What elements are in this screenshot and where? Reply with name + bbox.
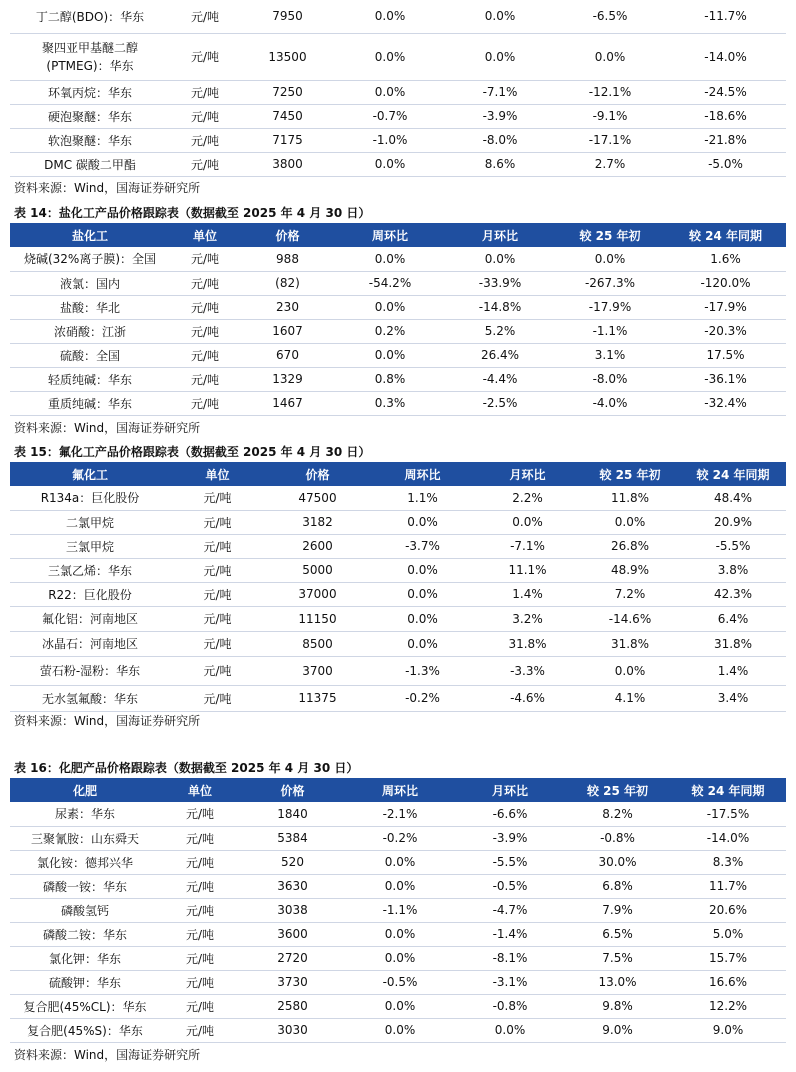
cell: -2.1% [345, 802, 455, 826]
cell: -8.0% [445, 128, 555, 152]
cell: -0.2% [345, 826, 455, 850]
table-row [10, 247, 786, 271]
table-row [10, 80, 786, 104]
cell: 15.7% [670, 946, 786, 970]
cell: 元/吨 [170, 606, 265, 631]
cell: 元/吨 [170, 295, 240, 319]
cell: -0.7% [335, 104, 445, 128]
table-row [10, 606, 786, 631]
cell: 元/吨 [170, 104, 240, 128]
cell: 元/吨 [160, 1018, 240, 1042]
cell: -0.8% [565, 826, 670, 850]
cell: 48.9% [580, 558, 680, 582]
cell: 元/吨 [170, 631, 265, 656]
table-13-continued [10, 0, 786, 177]
cell: 元/吨 [170, 271, 240, 295]
cell: -1.4% [455, 922, 565, 946]
cell: 0.0% [370, 582, 475, 606]
cell: 26.4% [445, 343, 555, 367]
cell: -17.9% [555, 295, 665, 319]
cell: 元/吨 [170, 343, 240, 367]
cell: R134a：巨化股份 [10, 486, 170, 510]
cell: 20.6% [670, 898, 786, 922]
cell: 元/吨 [160, 826, 240, 850]
cell: 元/吨 [160, 970, 240, 994]
col-header: 月环比 [445, 223, 555, 247]
table-row [10, 631, 786, 656]
col-header: 氟化工 [10, 462, 170, 486]
table-row [10, 367, 786, 391]
cell: 0.0% [370, 558, 475, 582]
cell: 0.0% [370, 510, 475, 534]
cell: 16.6% [670, 970, 786, 994]
table-row [10, 128, 786, 152]
table-row [10, 391, 786, 415]
cell: 磷酸氢钙 [10, 898, 160, 922]
cell: 硫酸：全国 [10, 343, 170, 367]
cell: 复合肥(45%S)：华东 [10, 1018, 160, 1042]
cell: 轻质纯碱：华东 [10, 367, 170, 391]
table-row [10, 994, 786, 1018]
cell: 0.0% [370, 631, 475, 656]
cell: 0.2% [335, 319, 445, 343]
table-15 [10, 462, 786, 712]
cell: 230 [240, 295, 335, 319]
cell: -33.9% [445, 271, 555, 295]
cell: 0.0% [445, 33, 555, 80]
cell: 37000 [265, 582, 370, 606]
table-row [10, 558, 786, 582]
cell: -4.6% [475, 685, 580, 711]
table-15-source: 资料来源：Wind，国海证券研究所 [14, 714, 201, 728]
cell: -14.6% [580, 606, 680, 631]
cell: 5.2% [445, 319, 555, 343]
cell: -3.7% [370, 534, 475, 558]
cell: 元/吨 [170, 685, 265, 711]
cell: 17.5% [665, 343, 786, 367]
cell: 元/吨 [170, 391, 240, 415]
cell: 氯化铵：德邦兴华 [10, 850, 160, 874]
cell: -32.4% [665, 391, 786, 415]
cell: -36.1% [665, 367, 786, 391]
table-row [10, 850, 786, 874]
cell: 11.1% [475, 558, 580, 582]
col-header: 周环比 [370, 462, 475, 486]
cell: 31.8% [580, 631, 680, 656]
cell: 元/吨 [170, 152, 240, 176]
cell: 1467 [240, 391, 335, 415]
cell: 5.0% [670, 922, 786, 946]
cell: -1.1% [555, 319, 665, 343]
cell: 5000 [265, 558, 370, 582]
col-header: 月环比 [475, 462, 580, 486]
table-row [10, 295, 786, 319]
cell: -120.0% [665, 271, 786, 295]
cell: 软泡聚醚：华东 [10, 128, 170, 152]
cell: 元/吨 [160, 850, 240, 874]
cell: -0.5% [345, 970, 455, 994]
cell: 三氯甲烷 [10, 534, 170, 558]
cell: -12.1% [555, 80, 665, 104]
cell: 冰晶石：河南地区 [10, 631, 170, 656]
cell: 7.2% [580, 582, 680, 606]
col-header: 较 25 年初 [555, 223, 665, 247]
table-row [10, 802, 786, 826]
cell: 0.0% [345, 1018, 455, 1042]
table-row [10, 0, 786, 33]
cell: -7.1% [475, 534, 580, 558]
cell: -5.0% [665, 152, 786, 176]
cell: 0.0% [335, 80, 445, 104]
cell: 0.0% [555, 33, 665, 80]
cell: 0.0% [370, 606, 475, 631]
col-header: 化肥 [10, 778, 160, 802]
cell: 氟化铝：河南地区 [10, 606, 170, 631]
cell: -9.1% [555, 104, 665, 128]
cell: 丁二醇(BDO)：华东 [10, 0, 170, 33]
cell: 元/吨 [160, 946, 240, 970]
cell: 元/吨 [170, 33, 240, 80]
cell: 浓硝酸：江浙 [10, 319, 170, 343]
cell: 9.0% [670, 1018, 786, 1042]
col-header: 月环比 [455, 778, 565, 802]
cell: 重质纯碱：华东 [10, 391, 170, 415]
cell: -1.1% [345, 898, 455, 922]
cell: 11.7% [670, 874, 786, 898]
col-header: 单位 [160, 778, 240, 802]
col-header: 周环比 [345, 778, 455, 802]
cell: 7175 [240, 128, 335, 152]
cell: -0.5% [455, 874, 565, 898]
cell: 元/吨 [170, 558, 265, 582]
cell: 尿素：华东 [10, 802, 160, 826]
cell: -4.4% [445, 367, 555, 391]
cell: 3.8% [680, 558, 786, 582]
cell: 聚四亚甲基醚二醇 (PTMEG)：华东 [10, 33, 170, 80]
cell: 萤石粉-湿粉：华东 [10, 656, 170, 685]
cell: 4.1% [580, 685, 680, 711]
cell: 3038 [240, 898, 345, 922]
cell: 3600 [240, 922, 345, 946]
cell: 氯化钾：华东 [10, 946, 160, 970]
table-header [10, 223, 786, 247]
table-header [10, 462, 786, 486]
cell: 7.9% [565, 898, 670, 922]
cell: 3182 [265, 510, 370, 534]
cell: 三氯乙烯：华东 [10, 558, 170, 582]
table-row [10, 486, 786, 510]
cell: 12.2% [670, 994, 786, 1018]
cell: 13.0% [565, 970, 670, 994]
cell: 元/吨 [170, 582, 265, 606]
cell: 6.4% [680, 606, 786, 631]
cell: 3700 [265, 656, 370, 685]
cell: -17.1% [555, 128, 665, 152]
cell: 520 [240, 850, 345, 874]
cell: 0.0% [445, 0, 555, 33]
cell: 元/吨 [170, 0, 240, 33]
cell: 8.3% [670, 850, 786, 874]
cell: 元/吨 [170, 80, 240, 104]
cell: 6.5% [565, 922, 670, 946]
table-15-title: 表 15：氟化工产品价格跟踪表（数据截至 2025 年 4 月 30 日） [14, 445, 371, 459]
cell: -17.5% [670, 802, 786, 826]
cell: -20.3% [665, 319, 786, 343]
col-header: 较 24 年同期 [665, 223, 786, 247]
cell: 3630 [240, 874, 345, 898]
cell: 1329 [240, 367, 335, 391]
cell: 3.2% [475, 606, 580, 631]
cell: 元/吨 [160, 874, 240, 898]
cell: 0.8% [335, 367, 445, 391]
cell: -7.1% [445, 80, 555, 104]
cell: 11.8% [580, 486, 680, 510]
cell: 48.4% [680, 486, 786, 510]
cell: -3.9% [455, 826, 565, 850]
col-header: 价格 [240, 778, 345, 802]
cell: -18.6% [665, 104, 786, 128]
col-header: 盐化工 [10, 223, 170, 247]
table-row [10, 319, 786, 343]
cell: 烧碱(32%离子膜)：全国 [10, 247, 170, 271]
col-header: 周环比 [335, 223, 445, 247]
cell: 2.2% [475, 486, 580, 510]
table-13-source: 资料来源：Wind，国海证券研究所 [14, 181, 201, 195]
cell: 2580 [240, 994, 345, 1018]
cell: -24.5% [665, 80, 786, 104]
cell: 元/吨 [170, 247, 240, 271]
cell: 0.0% [345, 850, 455, 874]
cell: 42.3% [680, 582, 786, 606]
cell: 1.6% [665, 247, 786, 271]
table-row [10, 656, 786, 685]
cell: 2720 [240, 946, 345, 970]
cell: R22：巨化股份 [10, 582, 170, 606]
cell: 元/吨 [170, 319, 240, 343]
cell: -6.6% [455, 802, 565, 826]
cell: 7950 [240, 0, 335, 33]
cell: 2.7% [555, 152, 665, 176]
cell: 0.0% [335, 33, 445, 80]
cell: 盐酸：华北 [10, 295, 170, 319]
cell: 元/吨 [170, 486, 265, 510]
table-row [10, 826, 786, 850]
cell: -0.8% [455, 994, 565, 1018]
cell: 液氯：国内 [10, 271, 170, 295]
cell: 3030 [240, 1018, 345, 1042]
cell: -17.9% [665, 295, 786, 319]
table-14 [10, 223, 786, 416]
table-16-source: 资料来源：Wind，国海证券研究所 [14, 1048, 201, 1062]
cell: 1.1% [370, 486, 475, 510]
cell: 元/吨 [160, 994, 240, 1018]
table-row [10, 1018, 786, 1042]
cell: -8.0% [555, 367, 665, 391]
cell: 二氯甲烷 [10, 510, 170, 534]
cell: 0.0% [580, 656, 680, 685]
cell: 9.8% [565, 994, 670, 1018]
table-row [10, 874, 786, 898]
cell: -4.7% [455, 898, 565, 922]
cell: -1.0% [335, 128, 445, 152]
table-row [10, 946, 786, 970]
cell: 元/吨 [170, 534, 265, 558]
cell: 0.0% [555, 247, 665, 271]
col-header: 较 25 年初 [565, 778, 670, 802]
cell: 3730 [240, 970, 345, 994]
col-header: 价格 [265, 462, 370, 486]
col-header: 较 24 年同期 [670, 778, 786, 802]
cell: 8.6% [445, 152, 555, 176]
cell: 670 [240, 343, 335, 367]
cell: 元/吨 [160, 898, 240, 922]
cell: 0.0% [335, 295, 445, 319]
cell: 20.9% [680, 510, 786, 534]
cell: 元/吨 [170, 656, 265, 685]
cell: 3800 [240, 152, 335, 176]
cell: -3.1% [455, 970, 565, 994]
cell: 磷酸二铵：华东 [10, 922, 160, 946]
cell: -2.5% [445, 391, 555, 415]
table-row [10, 33, 786, 80]
cell: 31.8% [680, 631, 786, 656]
col-header: 较 24 年同期 [680, 462, 786, 486]
col-header: 单位 [170, 462, 265, 486]
table-row [10, 922, 786, 946]
cell: -11.7% [665, 0, 786, 33]
cell: -1.3% [370, 656, 475, 685]
cell: -14.0% [665, 33, 786, 80]
cell: 2600 [265, 534, 370, 558]
cell: 7.5% [565, 946, 670, 970]
cell: 26.8% [580, 534, 680, 558]
cell: -3.9% [445, 104, 555, 128]
cell: 1.4% [680, 656, 786, 685]
cell: -0.2% [370, 685, 475, 711]
cell: 8500 [265, 631, 370, 656]
cell: -5.5% [680, 534, 786, 558]
cell: 硫酸钾：华东 [10, 970, 160, 994]
table-row [10, 510, 786, 534]
cell: 0.0% [580, 510, 680, 534]
cell: 元/吨 [170, 128, 240, 152]
cell: 0.0% [335, 247, 445, 271]
cell: 三聚氰胺：山东舜天 [10, 826, 160, 850]
table-row [10, 582, 786, 606]
cell: 环氧丙烷：华东 [10, 80, 170, 104]
table-14-source: 资料来源：Wind，国海证券研究所 [14, 421, 201, 435]
cell: -14.8% [445, 295, 555, 319]
table-row [10, 685, 786, 711]
cell: 无水氢氟酸：华东 [10, 685, 170, 711]
cell: 0.0% [445, 247, 555, 271]
cell: 5384 [240, 826, 345, 850]
table-16 [10, 778, 786, 1043]
cell: 30.0% [565, 850, 670, 874]
table-row [10, 898, 786, 922]
cell: 0.0% [335, 0, 445, 33]
cell: 0.3% [335, 391, 445, 415]
cell: 0.0% [475, 510, 580, 534]
cell: 7250 [240, 80, 335, 104]
cell: 1840 [240, 802, 345, 826]
cell: 磷酸一铵：华东 [10, 874, 160, 898]
cell: 元/吨 [160, 802, 240, 826]
cell: 0.0% [335, 343, 445, 367]
cell: -54.2% [335, 271, 445, 295]
col-header: 价格 [240, 223, 335, 247]
cell: 0.0% [345, 922, 455, 946]
cell: 31.8% [475, 631, 580, 656]
cell: 3.4% [680, 685, 786, 711]
table-row [10, 970, 786, 994]
cell: 3.1% [555, 343, 665, 367]
cell: 0.0% [345, 874, 455, 898]
cell: 47500 [265, 486, 370, 510]
cell: (82) [240, 271, 335, 295]
cell: 硬泡聚醚：华东 [10, 104, 170, 128]
cell: 7450 [240, 104, 335, 128]
cell: 6.8% [565, 874, 670, 898]
cell: 9.0% [565, 1018, 670, 1042]
cell: -21.8% [665, 128, 786, 152]
cell: 元/吨 [170, 510, 265, 534]
cell: 1607 [240, 319, 335, 343]
table-row [10, 343, 786, 367]
cell: 元/吨 [160, 922, 240, 946]
cell: DMC 碳酸二甲酯 [10, 152, 170, 176]
cell: -3.3% [475, 656, 580, 685]
col-header: 单位 [170, 223, 240, 247]
cell: -4.0% [555, 391, 665, 415]
table-14-title: 表 14：盐化工产品价格跟踪表（数据截至 2025 年 4 月 30 日） [14, 206, 371, 220]
cell: -6.5% [555, 0, 665, 33]
table-row [10, 152, 786, 176]
cell: 0.0% [455, 1018, 565, 1042]
table-header [10, 778, 786, 802]
cell: -8.1% [455, 946, 565, 970]
col-header: 较 25 年初 [580, 462, 680, 486]
cell: 复合肥(45%CL)：华东 [10, 994, 160, 1018]
cell: 0.0% [345, 946, 455, 970]
cell: 988 [240, 247, 335, 271]
cell: 11375 [265, 685, 370, 711]
table-row [10, 104, 786, 128]
table-row [10, 534, 786, 558]
cell: 8.2% [565, 802, 670, 826]
cell: -14.0% [670, 826, 786, 850]
cell: 0.0% [345, 994, 455, 1018]
cell: -267.3% [555, 271, 665, 295]
cell: 11150 [265, 606, 370, 631]
cell: 1.4% [475, 582, 580, 606]
cell: -5.5% [455, 850, 565, 874]
cell: 0.0% [335, 152, 445, 176]
table-row [10, 271, 786, 295]
table-16-title: 表 16：化肥产品价格跟踪表（数据截至 2025 年 4 月 30 日） [14, 761, 359, 775]
cell: 13500 [240, 33, 335, 80]
cell: 元/吨 [170, 367, 240, 391]
